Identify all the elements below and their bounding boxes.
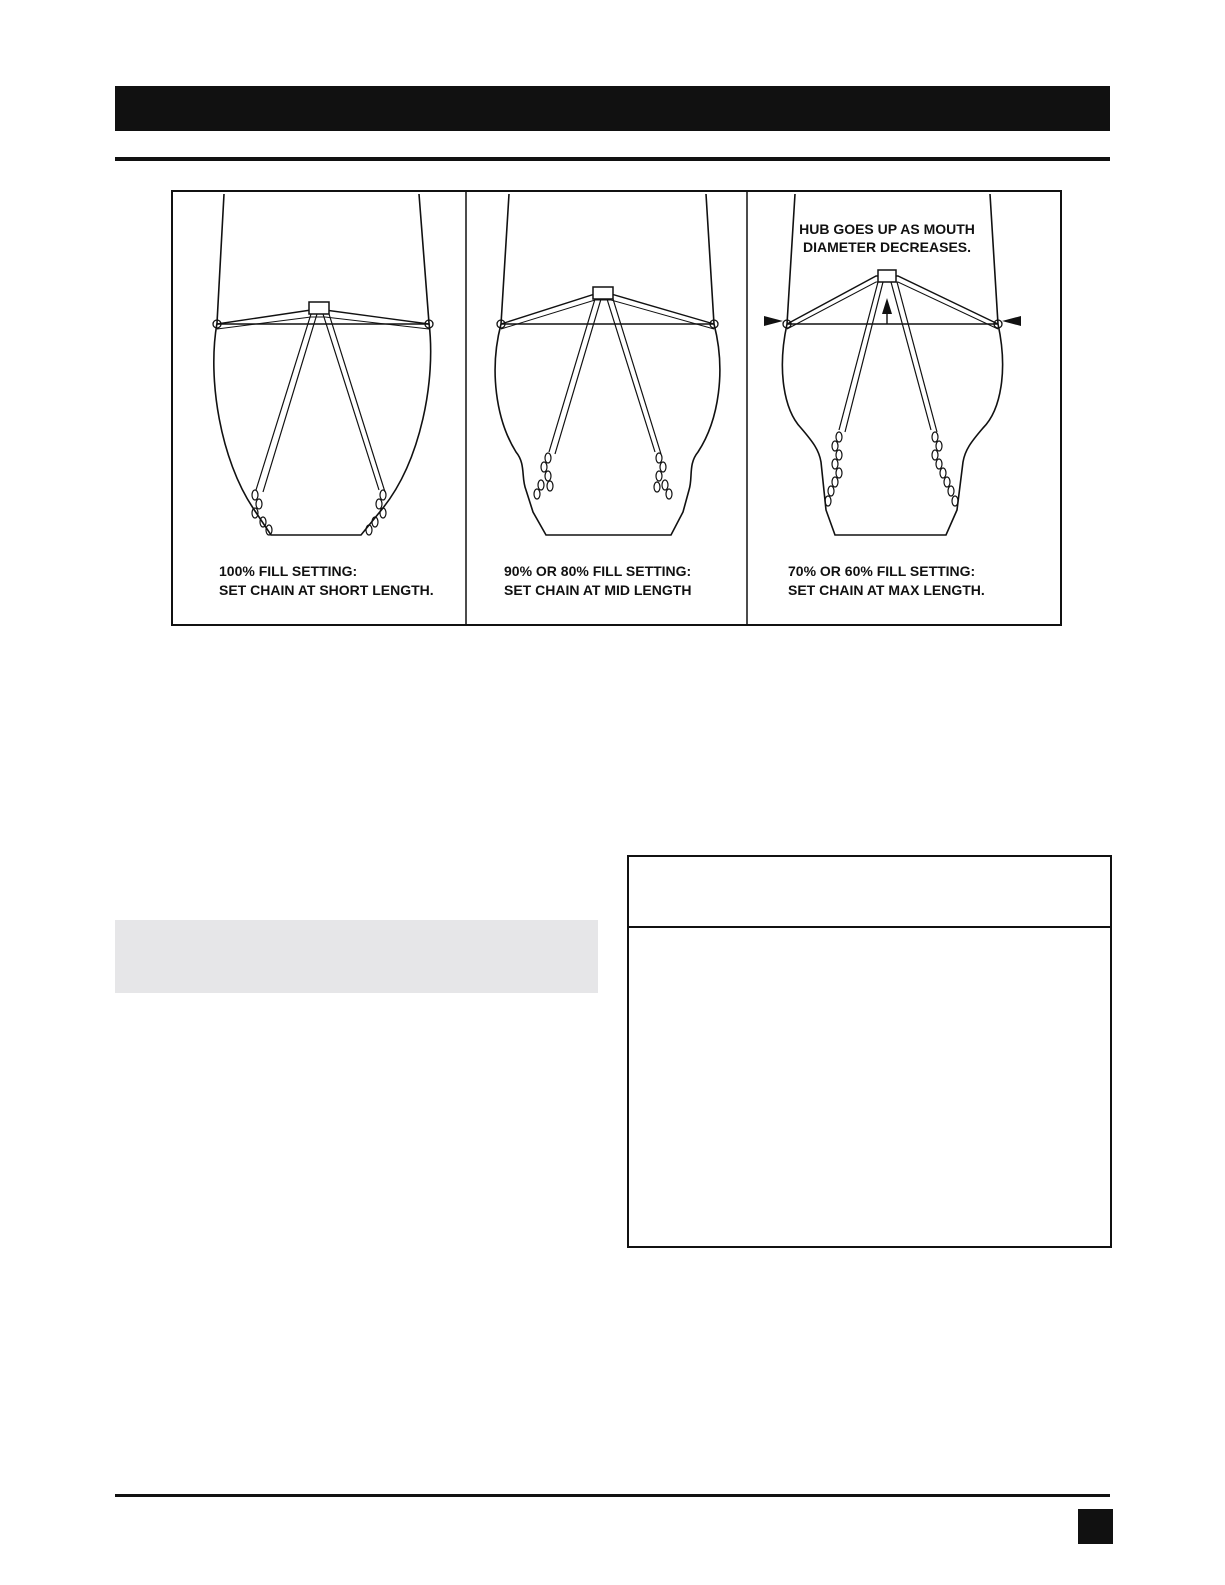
caption-line2: SET CHAIN AT SHORT LENGTH. — [219, 582, 434, 598]
caption-line2: SET CHAIN AT MID LENGTH — [504, 582, 692, 598]
hub-note-line2: DIAMETER DECREASES. — [802, 239, 972, 255]
caption-line1: 100% FILL SETTING: — [219, 563, 358, 579]
fill-setting-figure — [171, 190, 1062, 626]
footer-rule — [115, 1494, 1110, 1497]
hub — [309, 302, 329, 314]
header-rule — [115, 157, 1110, 161]
bordered-table-box — [627, 855, 1112, 1248]
hub — [878, 270, 896, 282]
caption-line1: 90% OR 80% FILL SETTING: — [504, 563, 692, 579]
shaded-callout-box — [115, 920, 598, 993]
header-bar — [115, 86, 1110, 131]
box-divider — [629, 926, 1110, 928]
hub-note-line1: HUB GOES UP AS MOUTH — [799, 221, 975, 237]
caption-line2: SET CHAIN AT MAX LENGTH. — [788, 582, 985, 598]
caption-line1: 70% OR 60% FILL SETTING: — [788, 563, 976, 579]
page-number-marker — [1078, 1509, 1113, 1544]
hub — [593, 287, 613, 299]
